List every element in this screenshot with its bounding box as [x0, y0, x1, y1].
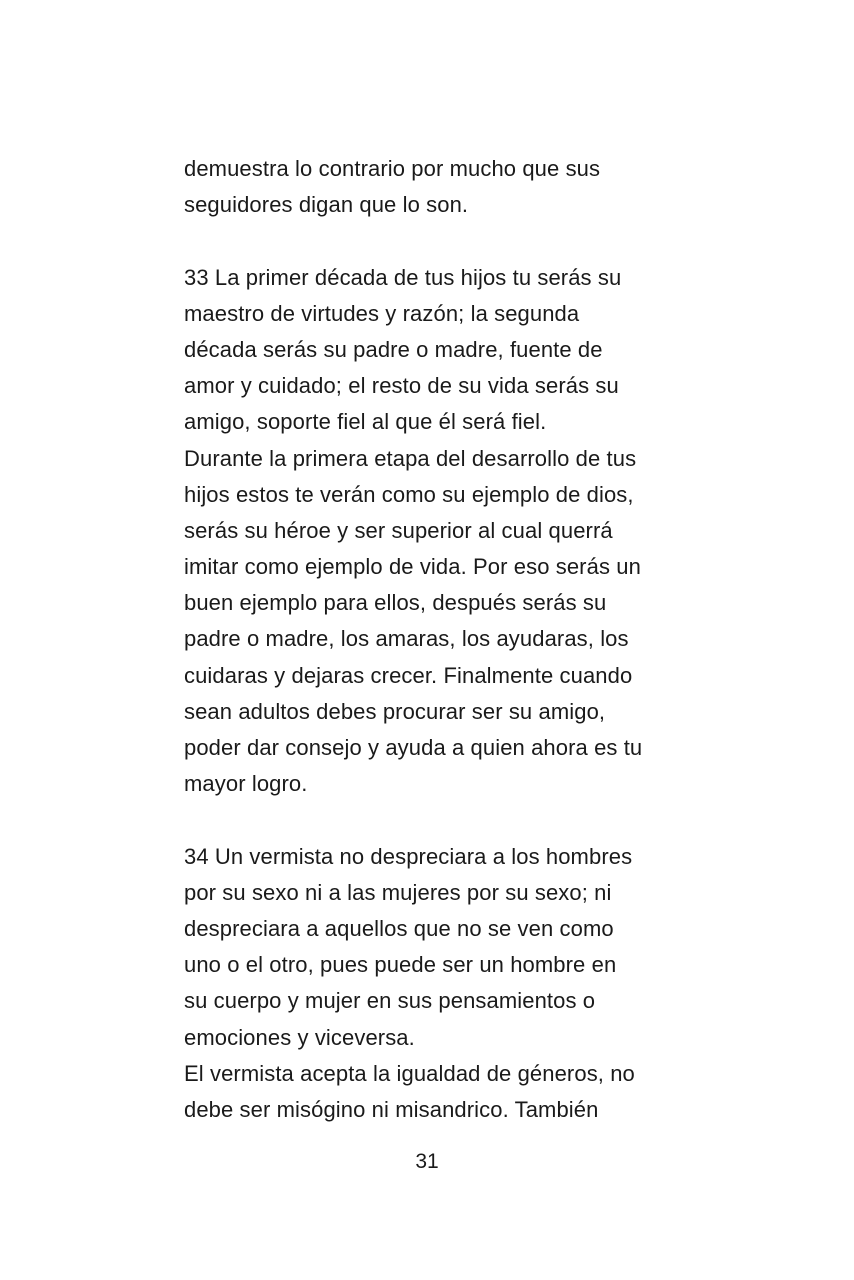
text-line: 33 La primer década de tus hijos tu serás su [184, 264, 622, 290]
text-line: mayor logro. [184, 771, 308, 797]
text-line: El vermista acepta la igualdad de géneros, no [184, 1060, 635, 1086]
text-line: amigo, soporte fiel al que él será fiel. [184, 409, 547, 435]
text-line: demuestra lo contrario por mucho que sus [184, 156, 601, 181]
text-line: su cuerpo y mujer en sus pensamientos o [184, 988, 596, 1014]
text-line: emociones y viceversa. [184, 1024, 415, 1050]
text-line: imitar como ejemplo de vida. Por eso serás un [184, 554, 641, 580]
text-line: poder dar consejo y ayuda a quien ahora es tu [184, 735, 643, 760]
text-line: padre o madre, los amaras, los ayudaras, los [184, 626, 629, 652]
paragraph-break [184, 223, 684, 259]
body-text [184, 151, 684, 1128]
text-line: 34 Un vermista no despreciara a los hombres [184, 843, 633, 869]
text-line: buen ejemplo para ellos, después serás su [184, 590, 607, 616]
text-line: serás su héroe y ser superior al cual querrá [184, 517, 613, 543]
text-line: maestro de virtudes y razón; la segunda [184, 300, 580, 326]
text-line: seguidores digan que lo son. [184, 192, 469, 218]
text-line: sean adultos debes procurar ser su amigo, [184, 698, 606, 724]
text-line: amor y cuidado; el resto de su vida serás su [184, 373, 619, 399]
text-line: hijos estos te verán como su ejemplo de dios, [184, 481, 634, 507]
paragraph-break [184, 802, 684, 838]
page-number: 31 [415, 1150, 439, 1173]
text-line: década serás su padre o madre, fuente de [184, 336, 603, 362]
text-line: cuidaras y dejaras crecer. Finalmente cuando [184, 662, 633, 688]
text-line: uno o el otro, pues puede ser un hombre en [184, 952, 617, 978]
text-line: por su sexo ni a las mujeres por su sexo; ni [184, 879, 612, 905]
text-line: despreciara a aquellos que no se ven como [184, 915, 614, 941]
text-line: Durante la primera etapa del desarrollo de tus [184, 445, 637, 471]
text-line: debe ser misógino ni misandrico. También [184, 1096, 599, 1122]
